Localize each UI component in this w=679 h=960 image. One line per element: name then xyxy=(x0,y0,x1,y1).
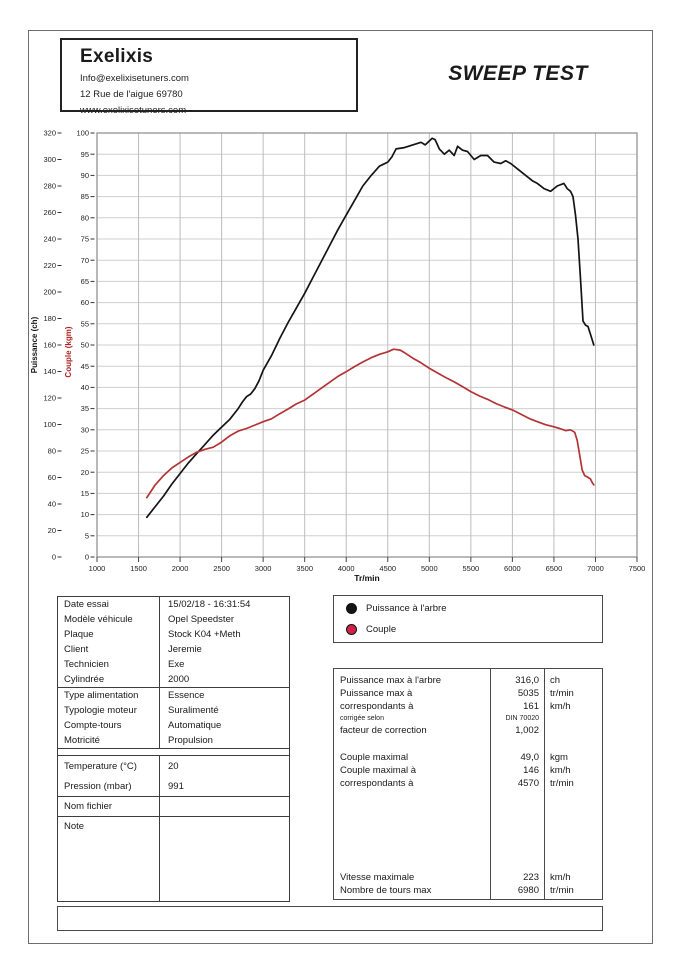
svg-text:3500: 3500 xyxy=(296,564,314,573)
result-label: Nombre de tours max xyxy=(340,885,432,896)
row-label: Technicien xyxy=(64,659,109,670)
legend-item-puissance xyxy=(346,601,602,617)
vehicle-info-table xyxy=(57,596,290,902)
svg-text:140: 140 xyxy=(43,367,56,377)
row-label: Pression (mbar) xyxy=(64,780,132,792)
svg-text:100: 100 xyxy=(43,420,56,430)
svg-text:7500: 7500 xyxy=(628,564,646,573)
svg-text:75: 75 xyxy=(80,234,89,244)
row-label: Nom fichier xyxy=(64,801,113,812)
row-spacer xyxy=(334,790,602,871)
table-row xyxy=(58,657,289,672)
result-label: corrigée selon xyxy=(340,715,384,722)
svg-text:Puissance (ch): Puissance (ch) xyxy=(30,316,39,374)
table-row xyxy=(334,674,602,687)
result-label: correspondants à xyxy=(340,778,414,789)
company-email: Info@exelixisetuners.com xyxy=(80,73,189,84)
svg-text:3000: 3000 xyxy=(254,564,272,573)
row-value: Suralimenté xyxy=(159,703,289,718)
result-value: 161 xyxy=(523,701,539,712)
svg-text:50: 50 xyxy=(80,340,89,350)
result-unit: km/h xyxy=(550,701,571,712)
svg-text:5500: 5500 xyxy=(462,564,480,573)
table-row xyxy=(58,756,289,776)
company-website: www.exelixisetuners.com xyxy=(80,105,187,116)
table-row xyxy=(58,703,289,718)
svg-text:0: 0 xyxy=(84,552,89,562)
svg-text:Couple (kgm): Couple (kgm) xyxy=(64,326,73,378)
svg-text:5000: 5000 xyxy=(420,564,438,573)
couple-legend-dot-icon xyxy=(346,624,357,635)
footer-empty-box xyxy=(57,906,603,931)
result-value: 1,002 xyxy=(515,725,539,736)
result-value: 146 xyxy=(523,765,539,776)
row-label: Plaque xyxy=(64,629,94,640)
result-label: Couple maximal à xyxy=(340,765,417,776)
svg-text:25: 25 xyxy=(80,446,89,456)
svg-text:160: 160 xyxy=(43,340,56,350)
result-label: Couple maximal xyxy=(340,752,409,763)
svg-text:10: 10 xyxy=(80,510,89,520)
svg-text:70: 70 xyxy=(80,255,89,265)
svg-text:20: 20 xyxy=(80,467,89,477)
info-section-engine xyxy=(58,687,289,748)
result-label: facteur de correction xyxy=(340,725,427,736)
row-label: Motricité xyxy=(64,735,100,746)
row-value: Stock K04 +Meth xyxy=(159,627,289,642)
svg-text:260: 260 xyxy=(43,208,56,218)
svg-text:85: 85 xyxy=(80,192,89,202)
row-label: Client xyxy=(64,644,89,655)
svg-text:100: 100 xyxy=(76,128,89,138)
result-value: 6980 xyxy=(517,885,539,896)
row-label: Cylindrée xyxy=(64,674,105,685)
svg-text:35: 35 xyxy=(80,404,89,414)
table-row xyxy=(334,751,602,764)
table-row xyxy=(58,718,289,733)
svg-text:80: 80 xyxy=(47,446,56,456)
result-unit: ch xyxy=(550,675,561,686)
result-value: 49,0 xyxy=(520,752,539,763)
table-row xyxy=(58,642,289,657)
table-row xyxy=(58,817,289,901)
svg-text:1000: 1000 xyxy=(88,564,106,573)
result-unit: km/h xyxy=(550,872,571,883)
svg-text:280: 280 xyxy=(43,181,56,191)
info-section-note xyxy=(58,816,289,901)
svg-text:4500: 4500 xyxy=(379,564,397,573)
result-label: Puissance max à l'arbre xyxy=(340,675,442,686)
legend-label: Couple xyxy=(366,624,397,635)
table-row xyxy=(334,724,602,737)
row-value: Automatique xyxy=(159,718,289,733)
table-row xyxy=(334,687,602,700)
table-row xyxy=(334,884,602,897)
row-value xyxy=(159,817,289,901)
legend-item-couple xyxy=(346,622,602,638)
row-value: 20 xyxy=(159,756,289,776)
info-section-identity xyxy=(58,597,289,687)
result-unit: tr/min xyxy=(550,885,574,896)
svg-text:6500: 6500 xyxy=(545,564,563,573)
svg-text:120: 120 xyxy=(43,393,56,403)
svg-text:65: 65 xyxy=(80,277,89,286)
row-label: Modèle véhicule xyxy=(64,614,133,625)
result-value: DIN 70020 xyxy=(505,715,539,722)
result-value: 5035 xyxy=(517,688,539,699)
row-value: Jeremie xyxy=(159,642,289,657)
row-label: Date essai xyxy=(64,599,109,610)
svg-text:1500: 1500 xyxy=(130,564,147,573)
svg-text:2000: 2000 xyxy=(171,564,189,573)
table-row xyxy=(58,797,289,816)
svg-text:20: 20 xyxy=(47,526,56,536)
info-section-ambient xyxy=(58,755,289,796)
puissance-legend-dot-icon xyxy=(346,603,357,614)
results-table xyxy=(333,668,603,900)
svg-text:60: 60 xyxy=(47,473,56,483)
svg-text:320: 320 xyxy=(43,128,56,138)
result-value: 316,0 xyxy=(515,675,539,686)
row-value: 2000 xyxy=(159,672,289,687)
table-row xyxy=(58,672,289,687)
table-row xyxy=(334,764,602,777)
row-label: Note xyxy=(64,821,85,832)
svg-text:6000: 6000 xyxy=(504,564,521,573)
table-row xyxy=(334,777,602,790)
report-title: SWEEP TEST xyxy=(448,62,588,85)
svg-text:180: 180 xyxy=(43,314,56,324)
result-value: 223 xyxy=(523,872,539,883)
svg-text:40: 40 xyxy=(47,499,56,509)
result-label: correspondants à xyxy=(340,701,414,712)
row-value: Propulsion xyxy=(159,733,289,748)
row-label: Compte-tours xyxy=(64,720,122,731)
row-value: 991 xyxy=(159,776,289,796)
svg-text:0: 0 xyxy=(51,552,56,562)
svg-text:220: 220 xyxy=(43,261,56,271)
row-label: Type alimentation xyxy=(64,690,139,701)
row-value: Essence xyxy=(159,688,289,703)
svg-text:90: 90 xyxy=(80,171,89,180)
svg-text:200: 200 xyxy=(43,287,56,297)
svg-text:2500: 2500 xyxy=(213,564,230,573)
company-header-box xyxy=(60,38,358,116)
table-row xyxy=(334,700,602,713)
svg-text:7000: 7000 xyxy=(587,564,604,573)
table-row xyxy=(334,713,602,724)
svg-text:80: 80 xyxy=(80,213,89,223)
info-section-filename xyxy=(58,796,289,816)
row-value: 15/02/18 - 16:31:54 xyxy=(159,597,289,612)
svg-text:Tr/min: Tr/min xyxy=(354,573,380,583)
table-row xyxy=(58,776,289,796)
row-label: Temperature (°C) xyxy=(64,760,137,772)
company-name: Exelixis xyxy=(80,46,154,67)
table-row xyxy=(58,688,289,703)
result-unit: tr/min xyxy=(550,688,574,699)
svg-text:40: 40 xyxy=(80,383,89,392)
svg-text:15: 15 xyxy=(80,489,89,498)
chart-legend xyxy=(333,595,603,643)
svg-text:4000: 4000 xyxy=(337,564,355,573)
table-row xyxy=(58,733,289,748)
svg-text:30: 30 xyxy=(80,425,89,435)
row-value: Exe xyxy=(159,657,289,672)
svg-text:300: 300 xyxy=(43,155,56,165)
table-row xyxy=(58,597,289,612)
svg-text:60: 60 xyxy=(80,298,89,308)
svg-text:45: 45 xyxy=(80,361,89,371)
row-spacer xyxy=(334,737,602,751)
row-label: Typologie moteur xyxy=(64,705,137,716)
row-value: Opel Speedster xyxy=(159,612,289,627)
svg-text:5: 5 xyxy=(84,531,89,541)
result-unit: kgm xyxy=(550,752,568,763)
result-value: 4570 xyxy=(517,778,539,789)
company-address: 12 Rue de l'aigue 69780 xyxy=(80,89,183,100)
table-row xyxy=(58,627,289,642)
section-divider xyxy=(58,748,289,755)
result-unit: tr/min xyxy=(550,778,574,789)
legend-label: Puissance à l'arbre xyxy=(366,603,447,614)
svg-text:95: 95 xyxy=(80,149,89,159)
result-label: Vitesse maximale xyxy=(340,872,415,883)
table-row xyxy=(58,612,289,627)
table-row xyxy=(334,871,602,884)
result-unit: km/h xyxy=(550,765,571,776)
svg-text:240: 240 xyxy=(43,234,56,244)
row-value xyxy=(159,797,289,816)
result-label: Puissance max à xyxy=(340,688,413,699)
svg-text:55: 55 xyxy=(80,319,89,329)
